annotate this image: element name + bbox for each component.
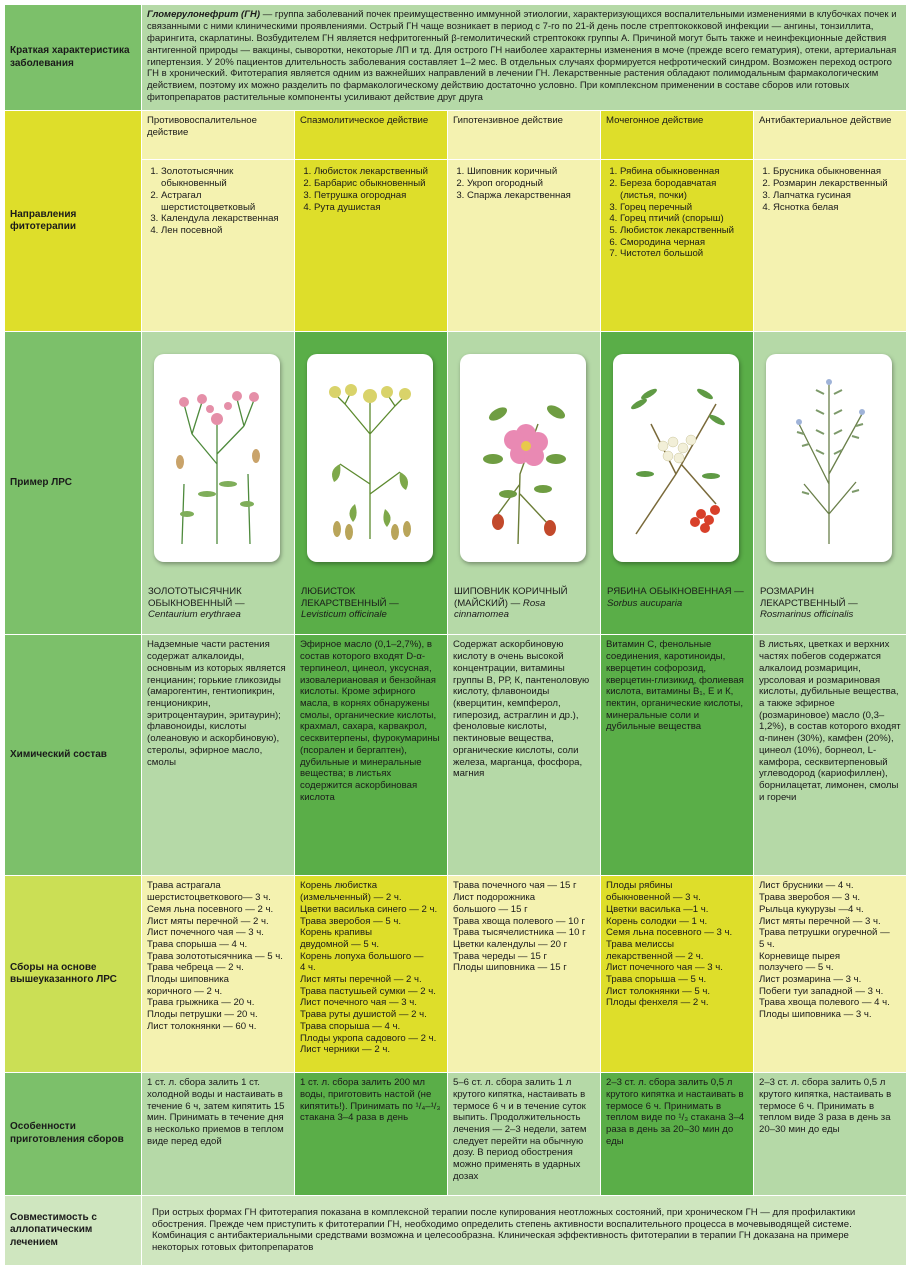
- herb-item: 2. Укроп огородный: [467, 178, 595, 190]
- plant-latin-name: Sorbus aucuparia: [607, 597, 683, 609]
- plant-card: [460, 354, 586, 562]
- collection-line: Трава мелиссы: [606, 938, 675, 950]
- collection-line: Корень любистка: [300, 880, 378, 892]
- row-header-collections: Сборы на основе вышеуказанного ЛРС: [5, 876, 142, 1073]
- collection-line: Трава тысячелистника — 10 г: [453, 927, 586, 939]
- collection-line: Трава спорыша — 4 ч.: [300, 1020, 401, 1032]
- row-header-directions: Направления фитотерапии: [5, 111, 142, 332]
- collection-line: Семя льна посевного — 3 ч.: [606, 927, 733, 939]
- plant-caption: [760, 586, 902, 621]
- collection-line: обыкновенной — 3 ч.: [606, 892, 701, 904]
- plant-example-sorbus: [601, 332, 754, 635]
- plant-latin-name: Rosa cinnamomea: [454, 597, 546, 621]
- collection-line: Трава пастушьей сумки — 2 ч.: [300, 985, 436, 997]
- collection-line: 5 ч.: [759, 938, 775, 950]
- levisticum-illustration-icon: [315, 364, 425, 552]
- collection-line: 4 ч.: [300, 962, 316, 974]
- collection-line: Трава спорыша — 4 ч.: [147, 938, 248, 950]
- collection-line: (измельченный) — 2 ч.: [300, 892, 402, 904]
- herb-item: 3. Горец перечный: [620, 202, 748, 214]
- herb-item: 1. Брусника обыкновенная: [773, 166, 901, 178]
- herb-item: 2. Розмарин лекарственный: [773, 178, 901, 190]
- preparation-cell: 5–6 ст. л. сбора залить 1 л крутого кипятка, настаивать в термосе 6 ч и в течение суток выпить. Продолжительность лечения — 2–3 недели, затем следует перейти на обычную дозу. В период обострения можно применять в ударных дозах: [448, 1073, 601, 1195]
- plant-card: [307, 354, 433, 562]
- herb-list: [147, 166, 289, 236]
- collection-line: Трава зверобоя — 3 ч.: [759, 892, 860, 904]
- row-header-compatibility: Совместимость с аллопатическим лечением: [5, 1195, 142, 1265]
- herb-list: [606, 166, 748, 260]
- plant-example-rosmarinus: [754, 332, 907, 635]
- row-header-example: Пример ЛРС: [5, 332, 142, 635]
- collection-line: Корень лопуха большого —: [300, 950, 424, 962]
- action-title: Мочегонное действие: [601, 111, 753, 160]
- collection-line: Плоды укропа садового — 2 ч.: [300, 1032, 437, 1044]
- collection-line: Плоды шиповника: [147, 974, 229, 986]
- direction-col-4: [601, 111, 754, 332]
- plant-caption: [301, 586, 443, 621]
- herb-item: 2. Барбарис обыкновенный: [314, 178, 442, 190]
- collection-line: Цветки календулы — 20 г: [453, 938, 568, 950]
- collection-line: Корень крапивы: [300, 927, 372, 939]
- herb-item: 4. Лен посевной: [161, 225, 289, 237]
- herb-list: [453, 166, 595, 201]
- compatibility-text: При острых формах ГН фитотерапия показана в комплексной терапии после купирования неотложных состояний, при хроническом ГН — для профилактики обострения. Прежде чем приступить к фитотерапии ГН, необходимо определить степень активности воспалительного процесса в мочевыводящей системе. Комбинация с антибактериальными средствами возможна и целесообразна. Клиническая эффективность фитотерапии в терапии ГН доказана на примере некоторых готовых фитопрепаратов: [142, 1195, 907, 1265]
- herb-item: 6. Смородина черная: [620, 237, 748, 249]
- chemistry-cell: Содержат аскорбиновую кислоту в очень высокой концентрации, витамины группы В, РР, К, пантеноловую кислоту, флавоноиды (кверцитин, кемпферол, гиперозид, астраглин и др.), феноловые кислоты, пектиновые вещества, органические кислоты, соли железа, марганца, фосфора, магния: [448, 635, 601, 876]
- collection-line: Трава руты душистой — 2 ч.: [300, 1009, 427, 1021]
- herb-item: 4. Рута душистая: [314, 202, 442, 214]
- herb-item: 2. Астрагал шерстистоцветковый: [161, 190, 289, 213]
- collection-line: Трава золототысячника — 5 ч.: [147, 950, 283, 962]
- plant-card: [154, 354, 280, 562]
- collection-line: Цветки василька —1 ч.: [606, 903, 709, 915]
- herb-item: 3. Спаржа лекарственная: [467, 190, 595, 202]
- herb-item: 7. Чистотел большой: [620, 248, 748, 260]
- collection-line: шерстистоцветкового— 3 ч.: [147, 892, 271, 904]
- row-header-chemistry: Химический состав: [5, 635, 142, 876]
- plant-latin-name: Rosmarinus officinalis: [760, 609, 854, 621]
- direction-col-1: [142, 111, 295, 332]
- plant-latin-name: Centaurium erythraea: [148, 609, 241, 621]
- collection-line: Трава спорыша — 5 ч.: [606, 974, 707, 986]
- collection-line: Лист мяты перечной — 2 ч.: [147, 915, 269, 927]
- plant-example-rosa: [448, 332, 601, 635]
- row-header-preparation: Особенности приготовления сборов: [5, 1073, 142, 1195]
- collection-line: Лист почечного чая — 3 ч.: [606, 962, 723, 974]
- action-title: Спазмолитическое действие: [295, 111, 447, 160]
- collection-line: Лист толокнянки — 60 ч.: [147, 1020, 257, 1032]
- collection-line: Лист почечного чая — 3 ч.: [300, 997, 417, 1009]
- herb-item: 3. Лапчатка гусиная: [773, 190, 901, 202]
- collection-line: Трава петрушки огуречной —: [759, 927, 890, 939]
- collection-line: Лист почечного чая — 3 ч.: [147, 927, 264, 939]
- rosmarinus-illustration-icon: [774, 364, 884, 552]
- collection-line: Плоды петрушки — 20 ч.: [147, 1009, 258, 1021]
- collection-line: Корневище пырея: [759, 950, 841, 962]
- collection-line: коричного — 2 ч.: [147, 985, 223, 997]
- herb-item: 1. Золототысячник обыкновенный: [161, 166, 289, 189]
- plant-card: [766, 354, 892, 562]
- plant-common-name: ШИПОВНИК КОРИЧНЫЙ (МАЙСКИЙ) —: [454, 586, 568, 609]
- plant-caption: [607, 586, 749, 609]
- plant-example-centaurium: [142, 332, 295, 635]
- rosa-illustration-icon: [468, 364, 578, 552]
- collection-line: Трава хвоща полевого — 10 г: [453, 915, 585, 927]
- preparation-cell: 2–3 ст. л. сбора залить 0,5 л крутого кипятка и настаивать в термосе 6 ч. Принимать в теплом виде по ¹/₃ стакана 3–4 раза в день за 20–30 мин до еды: [601, 1073, 754, 1195]
- herb-item: 4. Яснотка белая: [773, 202, 901, 214]
- collection-line: Трава череды — 15 г: [453, 950, 548, 962]
- action-title: Гипотензивное действие: [448, 111, 600, 160]
- chemistry-cell: Надземные части растения содержат алкалоиды, основным из которых является генцианин; горькие гликозиды (амарогентин, гентиопикрин, генционикрин, эритроцентаурин, эритаурин); флавоноиды, кислоты (олеановую и аскорбиновую), стеролы, эфирное масло, смолы: [142, 635, 295, 876]
- collection-line: Трава астрагала: [147, 880, 221, 892]
- collection-cell: [601, 876, 754, 1073]
- plant-common-name: РОЗМАРИН ЛЕКАРСТВЕННЫЙ —: [760, 586, 858, 609]
- herb-item: 1. Рябина обыкновенная: [620, 166, 748, 178]
- collection-line: Лист мяты перечной — 3 ч.: [759, 915, 881, 927]
- collection-line: Плоды рябины: [606, 880, 673, 892]
- herb-item: 3. Петрушка огородная: [314, 190, 442, 202]
- sorbus-illustration-icon: [621, 364, 731, 552]
- collection-cell: [142, 876, 295, 1073]
- collection-line: Семя льна посевного — 2 ч.: [147, 903, 274, 915]
- centaurium-illustration-icon: [162, 364, 272, 552]
- herb-item: 2. Береза бородавчатая (листья, почки): [620, 178, 748, 201]
- collection-line: Корень солодки — 1 ч.: [606, 915, 708, 927]
- collection-cell: [448, 876, 601, 1073]
- collection-line: Плоды шиповника — 15 г: [453, 962, 567, 974]
- collection-line: Лист розмарина — 3 ч.: [759, 974, 862, 986]
- collection-line: Лист мяты перечной — 2 ч.: [300, 974, 422, 986]
- herb-list: [300, 166, 442, 213]
- collection-line: Плоды шиповника — 3 ч.: [759, 1009, 872, 1021]
- plant-caption: [148, 586, 290, 621]
- direction-col-2: [295, 111, 448, 332]
- action-title: Антибактериальное действие: [754, 111, 906, 160]
- collection-line: Рыльца кукурузы —4 ч.: [759, 903, 864, 915]
- direction-col-5: [754, 111, 907, 332]
- collection-line: Цветки василька синего — 2 ч.: [300, 903, 438, 915]
- collection-line: двудомной — 5 ч.: [300, 938, 380, 950]
- phytotherapy-table: [4, 4, 907, 1266]
- collection-line: Трава зверобоя — 5 ч.: [300, 915, 401, 927]
- chemistry-cell: В листьях, цветках и верхних частях побегов содержатся алкалоид розмарицин, урсоловая и розмариновая кислоты, дубильные вещества, а также эфирное (розмариновое) масло (0,3–1,2%), в состав которого входят α-пинен (30%), камфен (20%), цинеол (10%), борнеол, L-камфора, сесквитерпеновый углеводород (кариофиллен), борнилацетат, лимонен, смолы и горечи: [754, 635, 907, 876]
- preparation-cell: 1 ст. л. сбора залить 1 ст. холодной воды и настаивать в течение 6 ч, затем кипятить 15 мин. Принимать в течение дня в несколько приемов в теплом виде перед едой: [142, 1073, 295, 1195]
- collection-cell: [295, 876, 448, 1073]
- preparation-cell: 2–3 ст. л. сбора залить 0,5 л крутого кипятка, настаивать в термосе 6 ч. Принимать в теплом виде 3 раза в день за 20–30 мин до еды: [754, 1073, 907, 1195]
- herb-item: 4. Горец птичий (спорыш): [620, 213, 748, 225]
- collection-line: Трава почечного чая — 15 г: [453, 880, 577, 892]
- collection-line: ползучего — 5 ч.: [759, 962, 834, 974]
- plant-common-name: РЯБИНА ОБЫКНОВЕННАЯ —: [607, 586, 744, 598]
- disease-text: — группа заболеваний почек преимущественно иммунной этиологии, характеризующихся воспалительными изменениями в клубочках почек и связанными с ними клиническими проявлениями. Острый ГН чаще возникает в период с 7-го по 21-й день после стрептококковой инфекции — ангины, тонзиллита, фарингита, скарлатины. Возбудителем ГН является нефритогенный β-гемолитический стрептококк группы А. Причиной могут быть также и неинфекционные действия антигенной природы — вакцины, сыворотки, некоторые ЛП и тд. Для острого ГН наиболее характерны изменения в моче (прежде всего гематурия), отеки, артериальная гипертензия. У 20% пациентов длительность заболевания составляет 1–2 мес. В отдельных случаях формируется нефротический синдром. Возможен переход острого ГН в хронический. Фитотерапия является одним из важнейших направлений в лечении ГН. Лекарственные растения обладают полимодальным фармакологическим действием, поэтому их можно разделить по фармакологическому действию достаточно условно. При комплексном применении в составе сборов или готовых фитопрепаратов растительные компоненты усиливают действие друг друга: [147, 9, 897, 104]
- herb-item: 3. Календула лекарственная: [161, 213, 289, 225]
- collection-line: Лист подорожника: [453, 892, 536, 904]
- chemistry-cell: Витамин С, фенольные соединения, каротиноиды, кверцетин софорозид, кверцетин-глизикид, фолиевая кислота, витамины B₁, Е и К, пектин, органические кислоты, минеральные соли и дубильные вещества: [601, 635, 754, 876]
- plant-common-name: ЗОЛОТОТЫСЯЧНИК ОБЫКНОВЕННЫЙ —: [148, 586, 245, 609]
- collection-line: большого — 15 г: [453, 903, 528, 915]
- row-header-characteristic: Краткая характеристика заболевания: [5, 5, 142, 111]
- collection-line: Лист толокнянки — 5 ч.: [606, 985, 711, 997]
- action-title: Противовоспалительное действие: [142, 111, 294, 160]
- chemistry-cell: Эфирное масло (0,1–2,7%), в состав которого входят D-α-терпинеол, цинеол, уксусная, изовалериановая и бензойная кислоты. Кроме эфирного масла, в корнях обнаружены смолы, органические кислоты, крахмал, сахара, карвакрол, сесквитерпены, фурокумарины (псорален и бергаптен), дубильные и минеральные вещества; в листьях содержится аскорбиновая кислота: [295, 635, 448, 876]
- collection-line: Лист брусники — 4 ч.: [759, 880, 854, 892]
- herb-item: 1. Шиповник коричный: [467, 166, 595, 178]
- collection-line: Трава хвоща полевого — 4 ч.: [759, 997, 890, 1009]
- collection-line: Побеги туи западной — 3 ч.: [759, 985, 884, 997]
- plant-latin-name: Levisticum officinale: [301, 609, 387, 621]
- direction-col-3: [448, 111, 601, 332]
- plant-common-name: ЛЮБИСТОК ЛЕКАРСТВЕННЫЙ —: [301, 586, 399, 609]
- herb-item: 5. Любисток лекарственный: [620, 225, 748, 237]
- herb-list: [759, 166, 901, 213]
- collection-cell: [754, 876, 907, 1073]
- disease-description: [142, 5, 907, 111]
- collection-line: Лист черники — 2 ч.: [300, 1044, 390, 1056]
- disease-name: Гломерулонефрит (ГН): [147, 9, 261, 20]
- collection-line: Трава грыжника — 20 ч.: [147, 997, 255, 1009]
- herb-item: 1. Любисток лекарственный: [314, 166, 442, 178]
- collection-line: Плоды фенхеля — 2 ч.: [606, 997, 709, 1009]
- collection-line: Трава чебреца — 2 ч.: [147, 962, 244, 974]
- plant-card: [613, 354, 739, 562]
- plant-example-levisticum: [295, 332, 448, 635]
- collection-line: лекарственной — 2 ч.: [606, 950, 704, 962]
- plant-caption: [454, 586, 596, 621]
- preparation-cell: 1 ст. л. сбора залить 200 мл воды, приготовить настой (не кипятить!). Принимать по ¹/₄–¹/₃ стакана 3–4 раза в день: [295, 1073, 448, 1195]
